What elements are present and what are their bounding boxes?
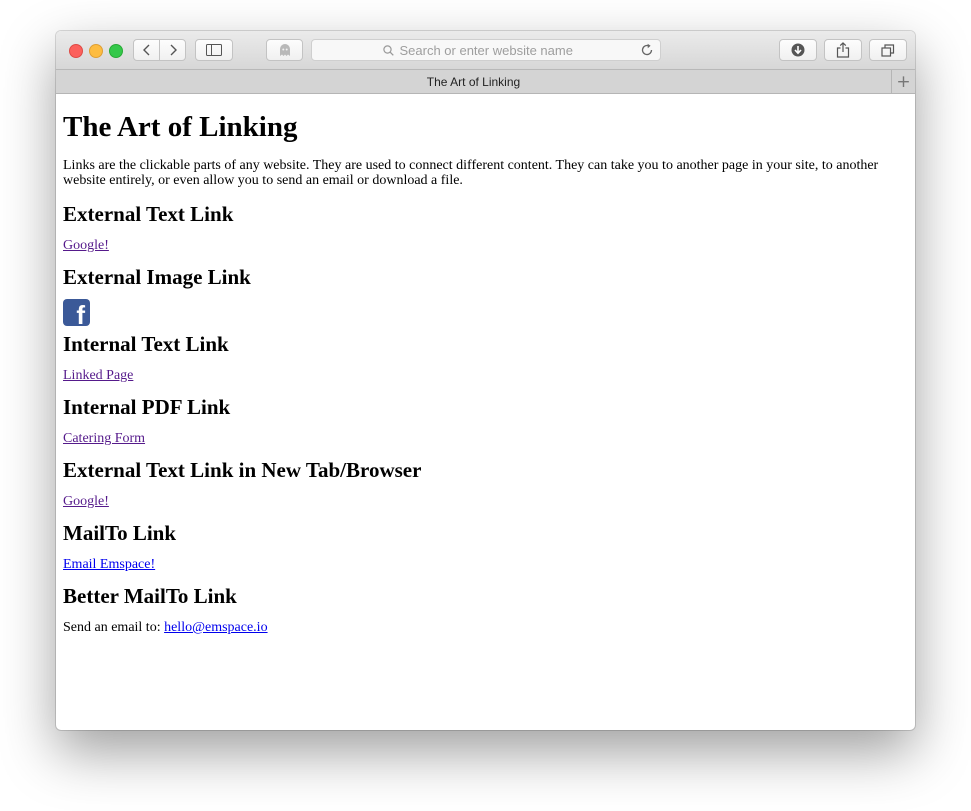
zoom-window-button[interactable] bbox=[109, 44, 123, 58]
address-input[interactable] bbox=[400, 43, 590, 58]
section-heading: MailTo Link bbox=[63, 521, 177, 545]
intro-paragraph: Links are the clickable parts of any website. They are used to connect different content. They can take you to another page in your site, to another website entirely, or even allow you to send an email or download a file. bbox=[63, 158, 879, 188]
close-window-button[interactable] bbox=[69, 44, 83, 58]
address-bar[interactable] bbox=[311, 39, 661, 61]
section-heading: External Image Link bbox=[63, 265, 251, 289]
section-internal-pdf-link bbox=[63, 394, 908, 446]
reload-button[interactable] bbox=[640, 43, 654, 57]
email-address-link[interactable]: hello@emspace.io bbox=[164, 620, 268, 635]
section-heading: External Text Link bbox=[63, 202, 234, 226]
show-tabs-button[interactable] bbox=[869, 39, 907, 61]
section-external-image-link bbox=[63, 264, 908, 331]
section-external-text-link bbox=[63, 201, 908, 253]
browser-toolbar bbox=[56, 31, 915, 70]
catering-form-link[interactable]: Catering Form bbox=[63, 431, 146, 446]
search-icon bbox=[383, 45, 394, 56]
section-external-text-link-new-tab bbox=[63, 457, 908, 509]
sidebar-toggle-button[interactable] bbox=[195, 39, 233, 61]
navigation-buttons bbox=[133, 39, 186, 61]
google-link[interactable]: Google! bbox=[63, 238, 109, 253]
tab-title: The Art of Linking bbox=[426, 74, 521, 89]
share-icon bbox=[836, 42, 850, 58]
section-mailto-link bbox=[63, 520, 908, 572]
section-better-mailto-link bbox=[63, 583, 908, 635]
sidebar-icon bbox=[206, 44, 222, 56]
mailto-prefix-text: Send an email to: bbox=[63, 620, 165, 635]
page-content bbox=[56, 94, 915, 730]
email-emspace-link[interactable]: Email Emspace! bbox=[63, 557, 156, 572]
facebook-icon: f bbox=[63, 299, 90, 326]
chevron-left-icon bbox=[142, 44, 152, 56]
section-heading: Internal PDF Link bbox=[63, 395, 231, 419]
section-heading: External Text Link in New Tab/Browser bbox=[63, 458, 422, 482]
back-button[interactable] bbox=[134, 40, 159, 60]
reload-icon bbox=[640, 43, 654, 57]
minimize-window-button[interactable] bbox=[89, 44, 103, 58]
share-button[interactable] bbox=[824, 39, 862, 61]
tab-active[interactable] bbox=[56, 70, 891, 93]
tab-bar bbox=[56, 70, 915, 94]
download-icon bbox=[791, 43, 805, 57]
page-title: The Art of Linking bbox=[63, 111, 298, 143]
browser-window bbox=[56, 31, 915, 730]
chevron-right-icon bbox=[168, 44, 178, 56]
forward-button[interactable] bbox=[159, 40, 185, 60]
section-heading: Better MailTo Link bbox=[63, 584, 237, 608]
plus-icon: + bbox=[896, 71, 911, 92]
ghostery-icon bbox=[279, 44, 291, 57]
new-tab-button[interactable] bbox=[891, 70, 915, 93]
tabs-overview-icon bbox=[881, 44, 895, 57]
google-new-tab-link[interactable]: Google! bbox=[63, 494, 109, 509]
section-internal-text-link bbox=[63, 331, 908, 383]
downloads-button[interactable] bbox=[779, 39, 817, 61]
section-heading: Internal Text Link bbox=[63, 332, 229, 356]
extension-button[interactable] bbox=[266, 39, 303, 61]
facebook-image-link[interactable] bbox=[63, 299, 90, 326]
linked-page-link[interactable]: Linked Page bbox=[63, 368, 134, 383]
